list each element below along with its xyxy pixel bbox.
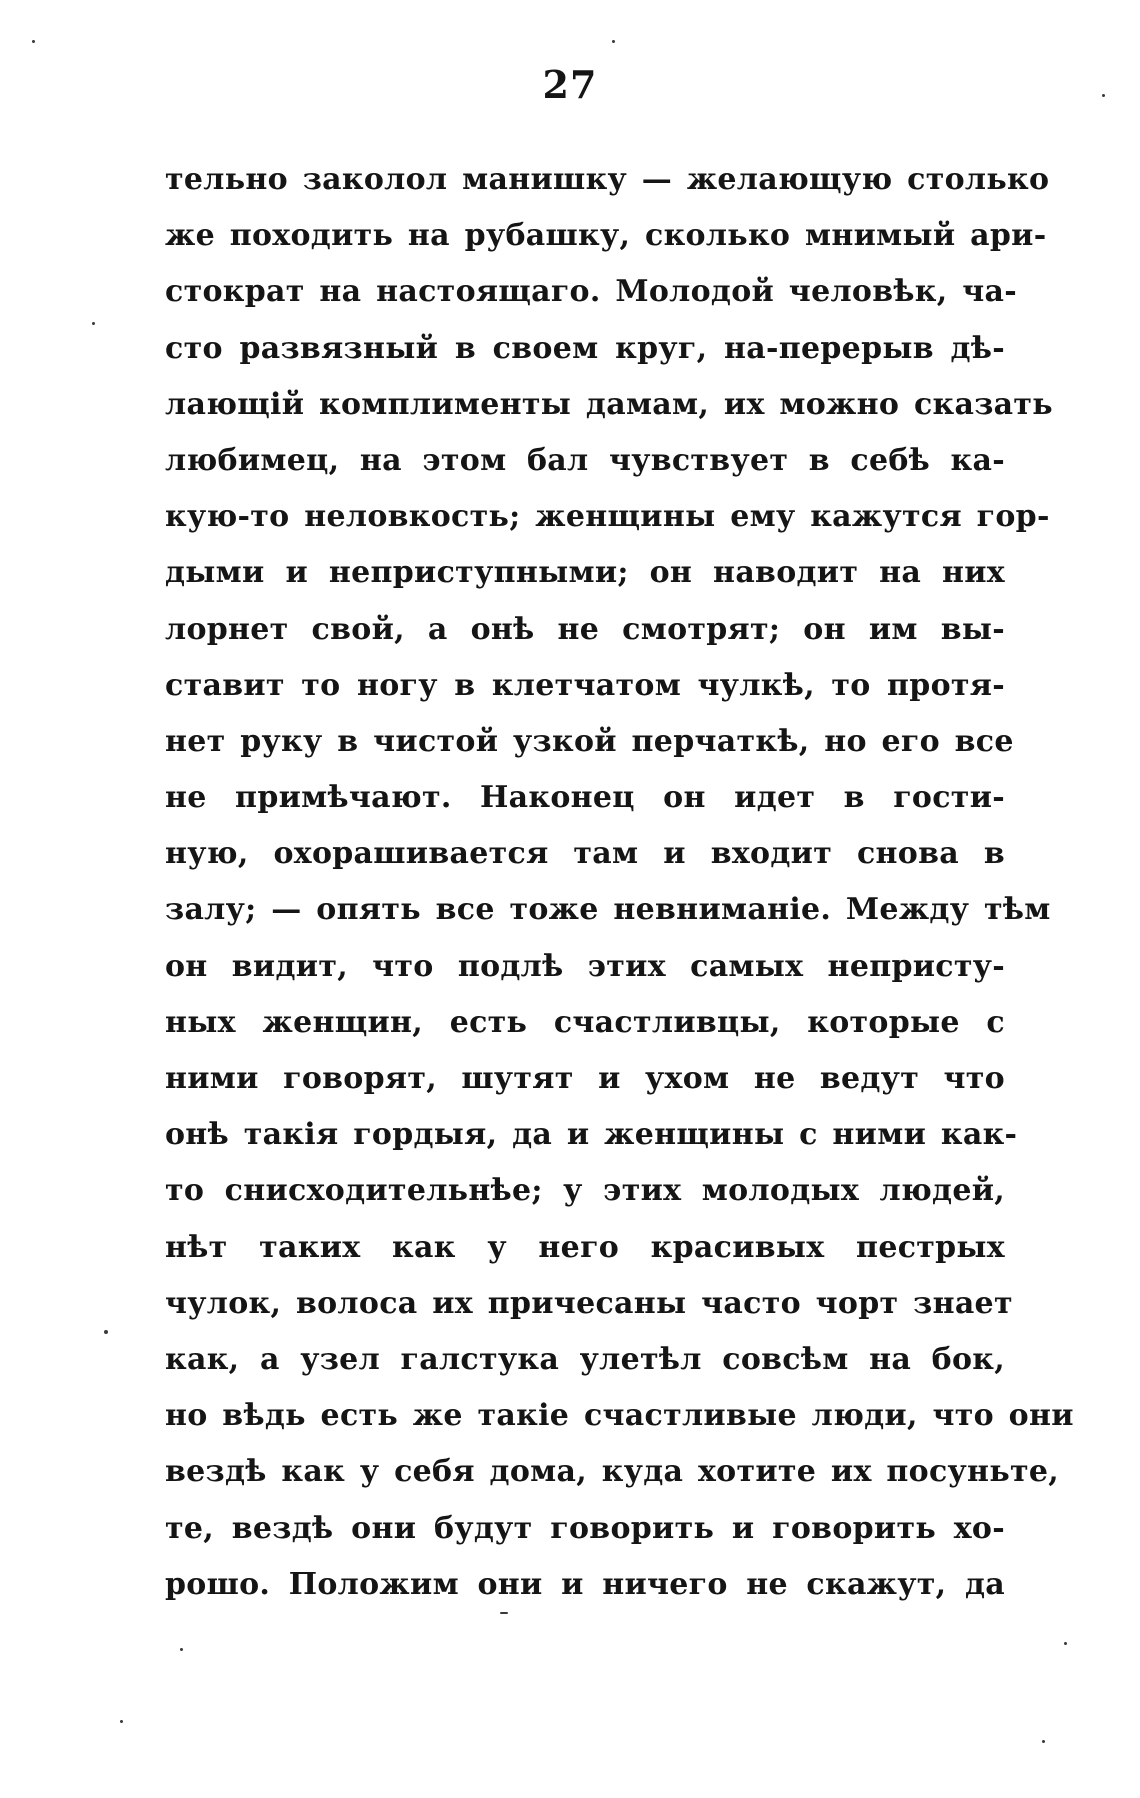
text-line: стократ на настоящаго. Молодой человѣк, ча- (165, 274, 1017, 310)
text-line: те, вездѣ они будут говорить и говорить хо- (165, 1510, 1005, 1546)
text-line: лорнет свой, а онѣ не смотрят; он им вы- (165, 611, 1005, 647)
scan-speck (1042, 1740, 1045, 1743)
text-line: не примѣчают. Наконец он идет в гости- (165, 780, 1005, 816)
scan-speck (92, 322, 95, 325)
text-line: лающій комплименты дамам, их можно сказать (165, 386, 1053, 422)
text-line: ных женщин, есть счастливцы, которые с (165, 1004, 1005, 1040)
text-line: то снисходительнѣе; у этих молодых людей, (165, 1173, 1005, 1209)
text-line: чулок, волоса их причесаны часто чорт знает (165, 1285, 1013, 1321)
text-line: он видит, что подлѣ этих самых непристу- (165, 948, 1005, 984)
text-line: ную, охорашивается там и входит снова в (165, 836, 1005, 872)
scan-speck (120, 1720, 123, 1723)
text-line: вездѣ как у себя дома, куда хотите их посуньте, (165, 1454, 1059, 1490)
text-line: кую-то неловкость; женщины ему кажутся гор- (165, 499, 1050, 535)
text-line: нет руку в чистой узкой перчаткѣ, но его все (165, 723, 1014, 759)
scan-speck (180, 1648, 183, 1651)
text-line: тельно заколол манишку — желающую столько (165, 162, 1050, 197)
text-line: же походить на рубашку, сколько мнимый ари- (165, 218, 1047, 254)
text-line: дыми и неприступными; он наводит на них (165, 555, 1005, 591)
text-line: любимец, на этом бал чувствует в себѣ ка- (165, 442, 1005, 478)
scan-speck (612, 40, 615, 43)
text-line: ставит то ногу в клетчатом чулкѣ, то протя- (165, 667, 1005, 703)
text-line: нѣт таких как у него красивых пестрых (165, 1229, 1005, 1265)
text-line: залу; — опять все тоже невниманіе. Между тѣм (165, 892, 1051, 928)
text-line: ними говорят, шутят и ухом не ведут что (165, 1061, 1005, 1096)
body-text (165, 152, 1074, 1613)
scan-speck (104, 1330, 108, 1334)
text-line: сто развязный в своем круг, на-перерыв дѣ- (165, 330, 1005, 366)
scan-speck (32, 40, 35, 43)
text-line: как, а узел галстука улетѣл совсѣм на бок, (165, 1341, 1005, 1377)
page-number: 27 (542, 62, 598, 107)
scan-speck (1102, 94, 1105, 97)
scan-speck (500, 1612, 508, 1614)
text-line: онѣ такія гордыя, да и женщины с ними как- (165, 1117, 1018, 1153)
scan-speck (1064, 1642, 1067, 1645)
text-line: но вѣдь есть же такіе счастливые люди, что они (165, 1398, 1074, 1434)
text-line: рошо. Положим они и ничего не скажут, да (165, 1566, 1005, 1602)
